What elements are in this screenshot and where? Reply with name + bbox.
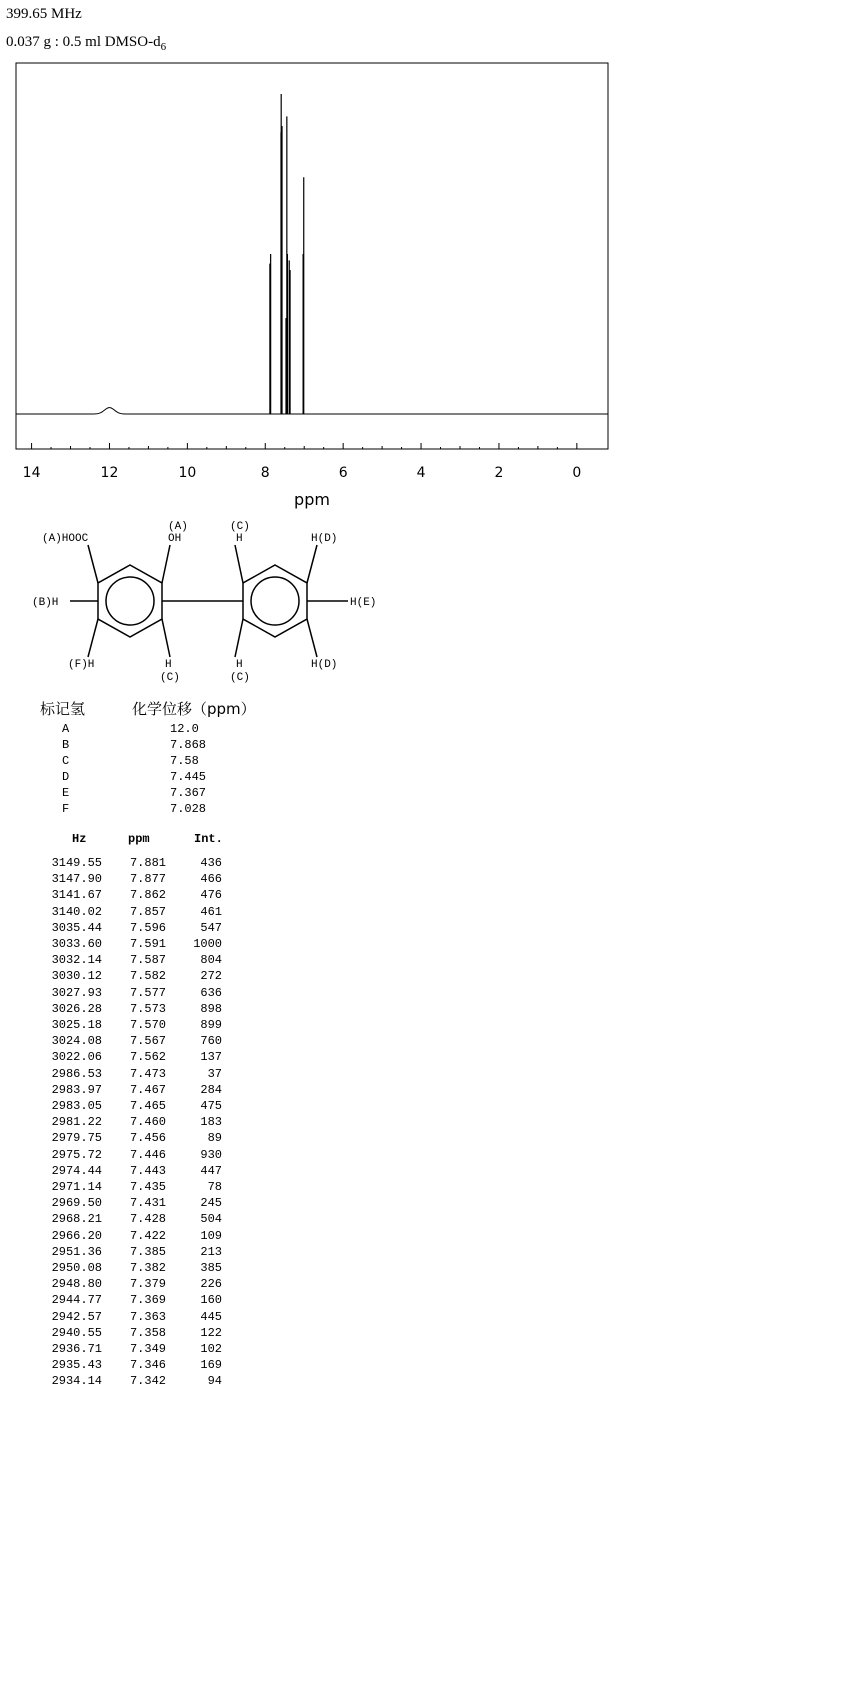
bond-h-c-top <box>235 545 243 583</box>
table-row <box>40 888 230 904</box>
peak-intensity: 183 <box>200 1115 222 1130</box>
peak-ppm: 7.881 <box>129 856 166 870</box>
nmr-spectrum-chart <box>0 0 850 690</box>
peak-ppm: 7.467 <box>129 1082 166 1097</box>
peak-sticks <box>270 94 304 414</box>
peak-hz: 3033.60 <box>51 937 102 951</box>
peak-ppm: 7.582 <box>129 969 166 984</box>
x-tick-label-2: 2 <box>494 465 504 481</box>
assignment-shift: 7.58 <box>170 754 199 768</box>
label-a-oh-tag: (A) <box>168 521 188 533</box>
peak-hz: 3141.67 <box>51 888 102 903</box>
peak-ppm: 7.587 <box>129 953 166 968</box>
peak-intensity: 445 <box>200 1309 222 1324</box>
assignment-label: F <box>62 802 70 816</box>
peak-ppm: 7.379 <box>129 1277 166 1292</box>
table-row <box>40 969 230 985</box>
table-row <box>40 1358 230 1374</box>
assignment-label: B <box>62 738 70 752</box>
table-row <box>40 953 230 969</box>
peak-ppm: 7.857 <box>129 904 166 919</box>
peak-ppm: 7.431 <box>129 1196 166 1211</box>
bond-h-c-bottom <box>235 619 243 657</box>
peak-hz: 2971.14 <box>51 1180 102 1194</box>
peak-hz: 3032.14 <box>51 953 102 968</box>
label-c-bottom-left-tag: (C) <box>160 672 180 684</box>
sample-subscript: 6 <box>160 41 167 53</box>
peak-hz: 2968.21 <box>51 1212 102 1227</box>
table-row <box>40 1374 230 1390</box>
label-a-hooc: (A)HOOC <box>42 533 89 545</box>
label-c-top-h: H <box>236 533 243 545</box>
table-row <box>40 921 230 937</box>
peak-hz: 2983.97 <box>51 1082 102 1097</box>
peak-col-hz: Hz <box>72 832 87 846</box>
bond-h-f <box>88 619 98 657</box>
peak-ppm: 7.562 <box>129 1050 166 1065</box>
peak-intensity: 898 <box>200 1001 222 1016</box>
peak-intensity: 109 <box>200 1228 222 1243</box>
x-tick-label-12: 12 <box>100 465 119 481</box>
table-row <box>40 1099 230 1115</box>
assignment-row <box>62 738 232 754</box>
table-row <box>40 1180 230 1196</box>
peak-intensity: 89 <box>207 1131 222 1146</box>
sample-text: 0.037 g : 0.5 ml DMSO-d <box>6 34 161 50</box>
assignment-label: C <box>62 754 70 768</box>
assignment-col-label: 标记氢 <box>40 700 86 718</box>
peak-hz: 2951.36 <box>51 1244 102 1259</box>
table-row <box>40 1034 230 1050</box>
label-c-bottom-right-h: H <box>236 659 243 671</box>
x-axis-ticks <box>32 443 577 449</box>
peak-col-ppm: ppm <box>128 832 150 846</box>
assignment-label: A <box>62 722 70 736</box>
table-row <box>40 1115 230 1131</box>
ring-left-aromatic-circle <box>106 577 154 625</box>
table-row <box>40 1310 230 1326</box>
molecule-structure <box>70 545 348 657</box>
assignment-label: D <box>62 770 70 784</box>
peak-ppm: 7.349 <box>129 1342 166 1356</box>
peak-ppm: 7.369 <box>129 1293 166 1308</box>
assignment-row <box>62 754 232 770</box>
peak-hz: 2983.05 <box>51 1099 102 1113</box>
table-row <box>40 1261 230 1277</box>
peak-hz: 3149.55 <box>51 856 102 870</box>
peak-ppm: 7.862 <box>129 888 166 903</box>
bond-h-d-bottom <box>307 619 317 657</box>
peak-hz: 3026.28 <box>51 1001 102 1016</box>
peak-hz: 2944.77 <box>51 1293 102 1308</box>
assignment-row <box>62 770 232 786</box>
label-d-top: H(D) <box>311 533 338 545</box>
peak-hz: 2942.57 <box>51 1309 102 1324</box>
peak-intensity: 475 <box>200 1099 222 1113</box>
peak-hz: 2966.20 <box>51 1228 102 1243</box>
peak-intensity: 1000 <box>193 937 222 951</box>
peak-intensity: 504 <box>200 1212 222 1227</box>
bond-cooh <box>88 545 98 583</box>
peak-hz: 3140.02 <box>51 904 102 919</box>
assignment-row <box>62 786 232 802</box>
table-row <box>40 872 230 888</box>
peak-intensity: 461 <box>200 904 222 919</box>
bond-h-d-top <box>307 545 317 583</box>
ring-right-aromatic-circle <box>251 577 299 625</box>
x-tick-label-0: 0 <box>572 465 582 481</box>
peak-ppm: 7.473 <box>129 1066 166 1081</box>
peak-ppm: 7.577 <box>129 985 166 1000</box>
peak-intensity: 930 <box>200 1147 222 1162</box>
peak-intensity: 476 <box>200 888 222 903</box>
peak-ppm: 7.443 <box>129 1163 166 1178</box>
table-row <box>40 1083 230 1099</box>
peak-hz: 3025.18 <box>51 1018 102 1032</box>
assignment-label: E <box>62 786 70 800</box>
peak-intensity: 466 <box>200 872 222 887</box>
peak-intensity: 169 <box>200 1358 222 1373</box>
peak-intensity: 804 <box>200 953 222 968</box>
assignment-shift: 12.0 <box>170 722 199 736</box>
x-axis-tick-labels <box>23 465 582 481</box>
assignment-shift: 7.028 <box>170 802 207 816</box>
peak-ppm: 7.446 <box>129 1147 166 1162</box>
label-e: H(E) <box>350 597 377 609</box>
peak-intensity: 284 <box>200 1082 222 1097</box>
peak-hz: 3027.93 <box>51 985 102 1000</box>
x-axis-label: ppm <box>294 490 330 509</box>
peak-hz: 2981.22 <box>51 1115 102 1130</box>
peak-intensity: 137 <box>200 1050 222 1065</box>
peak-hz: 2935.43 <box>51 1358 102 1373</box>
label-a-oh: OH <box>168 533 182 545</box>
spectrum-baseline <box>16 408 608 414</box>
peak-hz: 2969.50 <box>51 1196 102 1211</box>
table-row <box>40 1067 230 1083</box>
peak-intensity: 899 <box>200 1018 222 1032</box>
peak-intensity: 385 <box>200 1261 222 1275</box>
bond-oh <box>162 545 170 583</box>
peak-intensity: 272 <box>200 969 222 984</box>
spectrometer-frequency: 399.65 MHz <box>6 6 82 22</box>
peak-intensity: 122 <box>200 1325 222 1340</box>
plot-frame <box>16 63 608 449</box>
table-row <box>40 1342 230 1358</box>
peak-ppm: 7.460 <box>129 1115 166 1130</box>
table-row <box>40 1245 230 1261</box>
peak-ppm: 7.591 <box>129 937 166 951</box>
peak-ppm: 7.570 <box>129 1018 166 1032</box>
ring-right <box>243 565 307 637</box>
assignment-col-shift: 化学位移（ppm） <box>132 700 256 718</box>
peak-hz: 3024.08 <box>51 1034 102 1049</box>
peak-hz: 2975.72 <box>51 1147 102 1162</box>
peak-ppm: 7.877 <box>129 872 166 887</box>
table-row <box>40 1164 230 1180</box>
peak-intensity: 636 <box>200 985 222 1000</box>
table-row <box>40 1326 230 1342</box>
peak-hz: 2940.55 <box>51 1325 102 1340</box>
peak-ppm: 7.382 <box>129 1261 166 1275</box>
peak-ppm: 7.567 <box>129 1034 166 1049</box>
peak-intensity: 160 <box>200 1293 222 1308</box>
x-tick-label-10: 10 <box>178 465 197 481</box>
peak-ppm: 7.422 <box>129 1228 166 1243</box>
table-row <box>40 1212 230 1228</box>
label-c-bottom-left-h: H <box>165 659 172 671</box>
table-row <box>40 1002 230 1018</box>
peak-hz: 3030.12 <box>51 969 102 984</box>
assignment-row <box>62 802 232 818</box>
peak-intensity: 102 <box>200 1342 222 1356</box>
peak-intensity: 245 <box>200 1196 222 1211</box>
table-row <box>40 1196 230 1212</box>
table-row <box>40 986 230 1002</box>
peak-intensity: 436 <box>200 856 222 870</box>
peak-hz: 2974.44 <box>51 1163 102 1178</box>
peak-ppm: 7.363 <box>129 1309 166 1324</box>
peak-intensity: 547 <box>200 920 222 935</box>
table-row <box>40 1148 230 1164</box>
table-row <box>40 1050 230 1066</box>
peak-hz: 2986.53 <box>51 1066 102 1081</box>
peak-hz: 2948.80 <box>51 1277 102 1292</box>
label-f: (F)H <box>68 659 95 671</box>
molecule-labels <box>32 521 376 684</box>
peak-ppm: 7.596 <box>129 920 166 935</box>
x-tick-label-6: 6 <box>338 465 348 481</box>
x-tick-label-8: 8 <box>260 465 270 481</box>
peak-hz: 3147.90 <box>51 872 102 887</box>
table-row <box>40 905 230 921</box>
peak-intensity: 447 <box>200 1163 222 1178</box>
table-row <box>40 1293 230 1309</box>
table-row <box>40 937 230 953</box>
peak-hz: 3022.06 <box>51 1050 102 1065</box>
label-c-top-tag: (C) <box>230 521 250 533</box>
assignment-shift: 7.868 <box>170 738 207 752</box>
ring-left <box>98 565 162 637</box>
peak-intensity: 78 <box>207 1180 222 1194</box>
peak-hz: 2979.75 <box>51 1131 102 1146</box>
peak-hz: 2934.14 <box>51 1374 102 1389</box>
peak-intensity: 213 <box>200 1244 222 1259</box>
x-tick-label-4: 4 <box>416 465 426 481</box>
label-d-bottom: H(D) <box>311 659 338 671</box>
table-row <box>40 1277 230 1293</box>
assignment-table-header <box>40 698 256 719</box>
label-c-bottom-right-tag: (C) <box>230 672 250 684</box>
peak-intensity: 94 <box>207 1374 222 1389</box>
table-row <box>40 1229 230 1245</box>
peak-intensity: 37 <box>207 1066 222 1081</box>
peak-hz: 3035.44 <box>51 920 102 935</box>
peak-ppm: 7.342 <box>129 1374 166 1389</box>
peak-ppm: 7.428 <box>129 1212 166 1227</box>
peak-ppm: 7.358 <box>129 1325 166 1340</box>
peak-ppm: 7.346 <box>129 1358 166 1373</box>
peak-intensity: 226 <box>200 1277 222 1292</box>
peak-hz: 2950.08 <box>51 1261 102 1275</box>
bond-h-c-left <box>162 619 170 657</box>
table-row <box>40 856 230 872</box>
label-b: (B)H <box>32 597 59 609</box>
x-tick-label-14: 14 <box>22 465 41 481</box>
peak-ppm: 7.456 <box>129 1131 166 1146</box>
peak-ppm: 7.465 <box>129 1099 166 1113</box>
peak-ppm: 7.385 <box>129 1244 166 1259</box>
peak-col-int: Int. <box>194 832 223 846</box>
peak-ppm: 7.435 <box>129 1180 166 1194</box>
table-row <box>40 1018 230 1034</box>
assignment-shift: 7.445 <box>170 770 207 784</box>
table-row <box>40 1131 230 1147</box>
peak-hz: 2936.71 <box>51 1342 102 1356</box>
peak-ppm: 7.573 <box>129 1001 166 1016</box>
assignment-shift: 7.367 <box>170 786 207 800</box>
peak-intensity: 760 <box>200 1034 222 1049</box>
assignment-row <box>62 722 232 738</box>
